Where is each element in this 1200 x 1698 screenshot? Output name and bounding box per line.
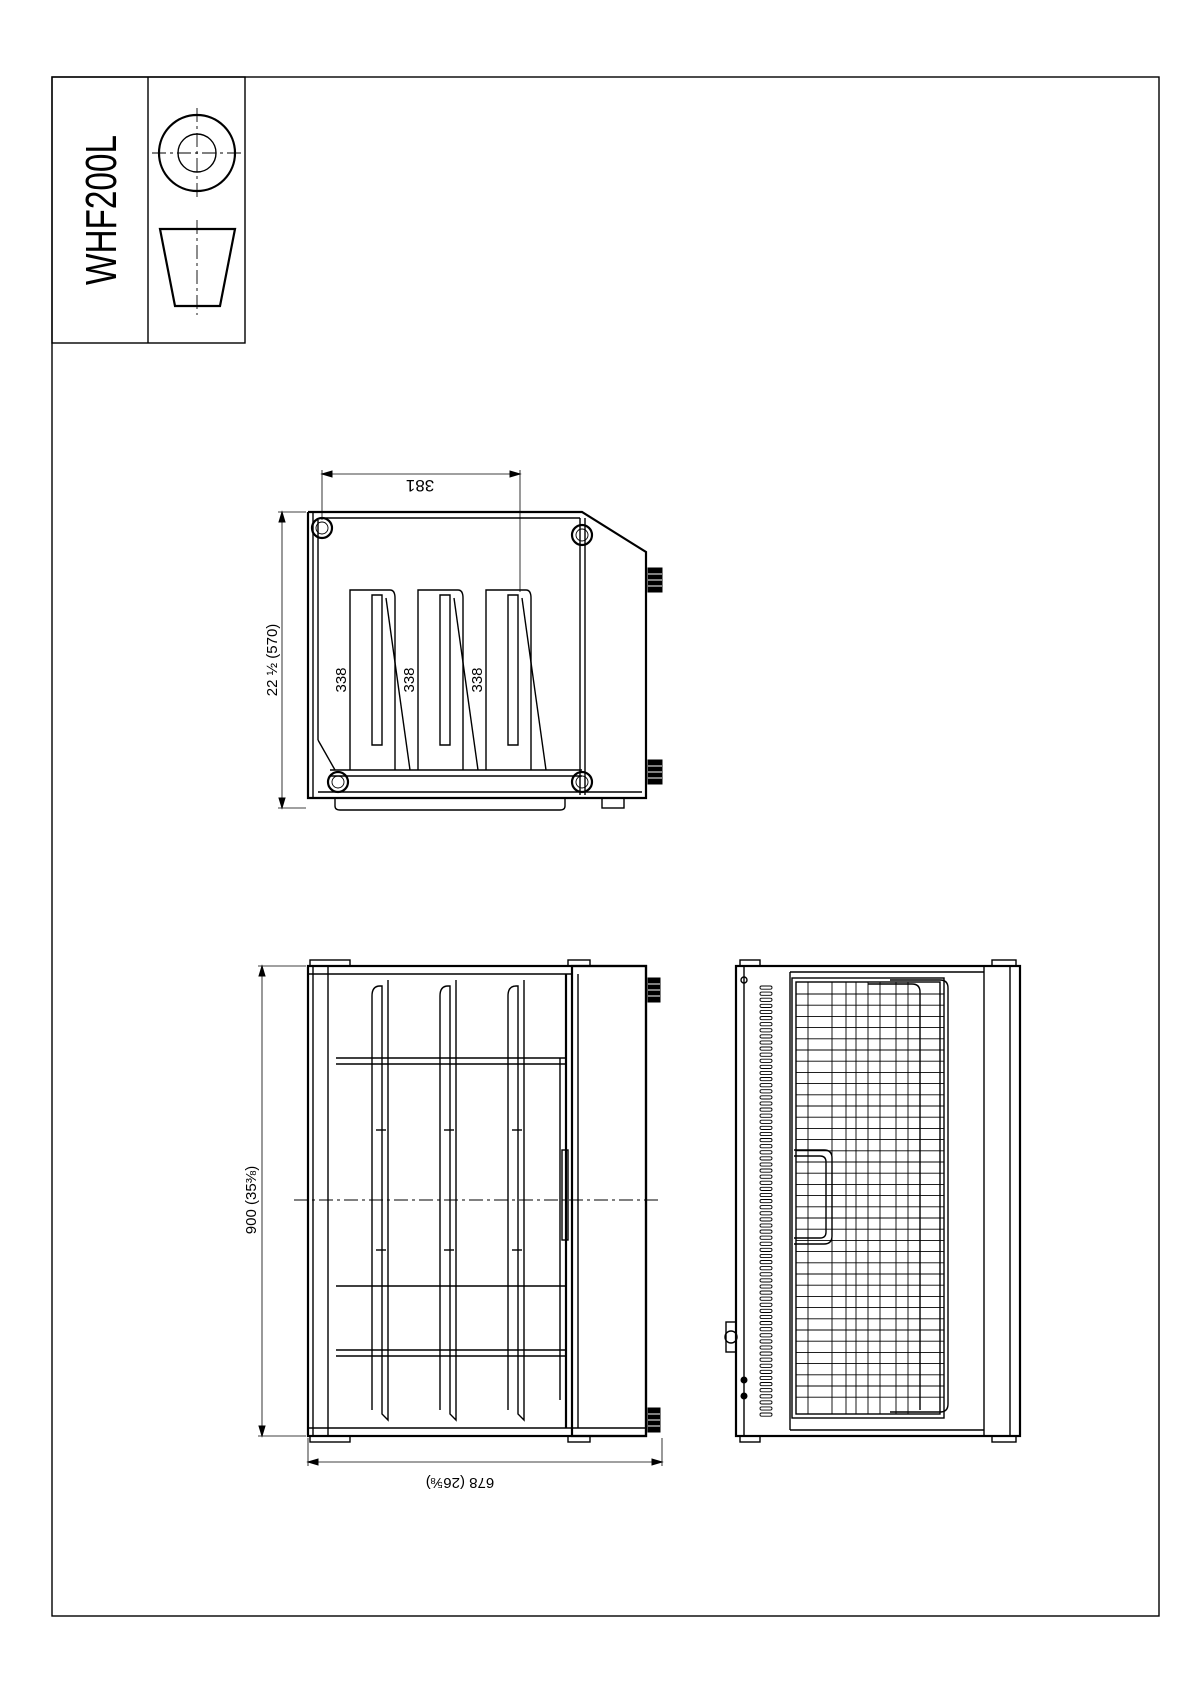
dimension-label: 381 <box>405 476 435 495</box>
dimension-front-height <box>243 966 306 1436</box>
vent-slot <box>760 1120 772 1123</box>
knob-icon <box>648 1408 660 1432</box>
vent-slot <box>760 1248 772 1251</box>
vent-slot <box>760 1206 772 1209</box>
vent-slot <box>760 1126 772 1129</box>
knob-icon <box>648 568 662 592</box>
vent-slot <box>760 1273 772 1276</box>
vent-slot <box>760 1065 772 1068</box>
vent-slot <box>760 1175 772 1178</box>
vent-slot <box>760 1383 772 1386</box>
vent-slot <box>760 1254 772 1257</box>
vent-slot <box>760 1102 772 1105</box>
vent-slot <box>760 1358 772 1361</box>
sheet-border <box>52 77 1159 1616</box>
vent-slot <box>760 1413 772 1416</box>
vent-slot <box>760 1218 772 1221</box>
vent-slot <box>760 1041 772 1044</box>
vent-slot <box>760 1181 772 1184</box>
vent-slot <box>760 1163 772 1166</box>
vent-slot <box>760 998 772 1001</box>
vent-slot <box>760 1334 772 1337</box>
vent-slot <box>760 1084 772 1087</box>
vent-slot <box>760 1340 772 1343</box>
vent-slot <box>760 1071 772 1074</box>
vent-slot <box>760 1078 772 1081</box>
projection-symbol-cone-icon <box>160 220 235 315</box>
vent-slot <box>760 1145 772 1148</box>
vent-slot <box>760 1059 772 1062</box>
vent-slot <box>760 1004 772 1007</box>
front-view <box>243 960 662 1491</box>
dimension-label: 22 ½ (570) <box>264 623 281 697</box>
model-label: WHF200L <box>77 86 126 285</box>
vent-slot <box>760 1096 772 1099</box>
vent-slot <box>760 1224 772 1227</box>
bolt-icon <box>328 772 348 792</box>
vent-slot <box>760 1139 772 1142</box>
vent-slot <box>760 1151 772 1154</box>
dimension-front-width <box>308 1438 662 1491</box>
vent-slot <box>760 1407 772 1410</box>
vent-slot <box>760 1303 772 1306</box>
vent-slot <box>760 1322 772 1325</box>
vent-slot <box>760 986 772 989</box>
knob-icon <box>648 760 662 784</box>
vent-slot <box>760 1346 772 1349</box>
vent-slot <box>760 1279 772 1282</box>
vent-slot <box>760 1035 772 1038</box>
projection-symbol-circles-icon <box>152 108 242 198</box>
vent-slot <box>760 1291 772 1294</box>
vent-slot <box>760 1108 772 1111</box>
top-view <box>725 960 1020 1442</box>
dimension-label: 678 (26⅝) <box>425 1474 495 1491</box>
vent-slots <box>760 986 772 1416</box>
bolt-icon <box>572 525 592 545</box>
vent-slot <box>760 1285 772 1288</box>
vent-slot <box>760 1376 772 1379</box>
vent-slot <box>760 1261 772 1264</box>
vent-slot <box>760 992 772 995</box>
vent-slot <box>760 1090 772 1093</box>
vent-slot <box>760 1187 772 1190</box>
vent-slot <box>760 1364 772 1367</box>
vent-slot <box>760 1370 772 1373</box>
dimension-label: 338 <box>401 667 418 693</box>
vent-slot <box>760 1212 772 1215</box>
side-view <box>264 470 662 810</box>
dimension-label: 338 <box>333 667 350 693</box>
dimension-label: 900 (35⅜) <box>243 1165 260 1235</box>
vent-slot <box>760 1017 772 1020</box>
dimension-side-width <box>322 470 520 592</box>
vent-slot <box>760 1169 772 1172</box>
side-rack <box>486 590 546 770</box>
vent-slot <box>760 1297 772 1300</box>
grille <box>796 982 944 1414</box>
vent-slot <box>760 1267 772 1270</box>
vent-slot <box>760 1328 772 1331</box>
vent-slot <box>760 1047 772 1050</box>
knob-icon <box>648 978 660 1002</box>
title-block <box>52 77 245 343</box>
vent-slot <box>760 1242 772 1245</box>
bolt-icon <box>312 518 332 538</box>
vent-slot <box>760 1200 772 1203</box>
vent-slot <box>760 1023 772 1026</box>
vent-slot <box>760 1053 772 1056</box>
vent-slot <box>760 1401 772 1404</box>
vent-slot <box>760 1236 772 1239</box>
vent-slot <box>760 1157 772 1160</box>
vent-slot <box>760 1029 772 1032</box>
vent-slot <box>760 1315 772 1318</box>
dimension-label: 338 <box>469 667 486 693</box>
vent-slot <box>760 1010 772 1013</box>
bolt-icon <box>572 772 592 792</box>
vent-slot <box>760 1230 772 1233</box>
vent-slot <box>760 1389 772 1392</box>
dimension-side-height <box>264 512 306 808</box>
vent-slot <box>760 1352 772 1355</box>
vent-slot <box>760 1132 772 1135</box>
vent-slot <box>760 1193 772 1196</box>
vent-slot <box>760 1309 772 1312</box>
vent-slot <box>760 1114 772 1117</box>
vent-slot <box>760 1395 772 1398</box>
